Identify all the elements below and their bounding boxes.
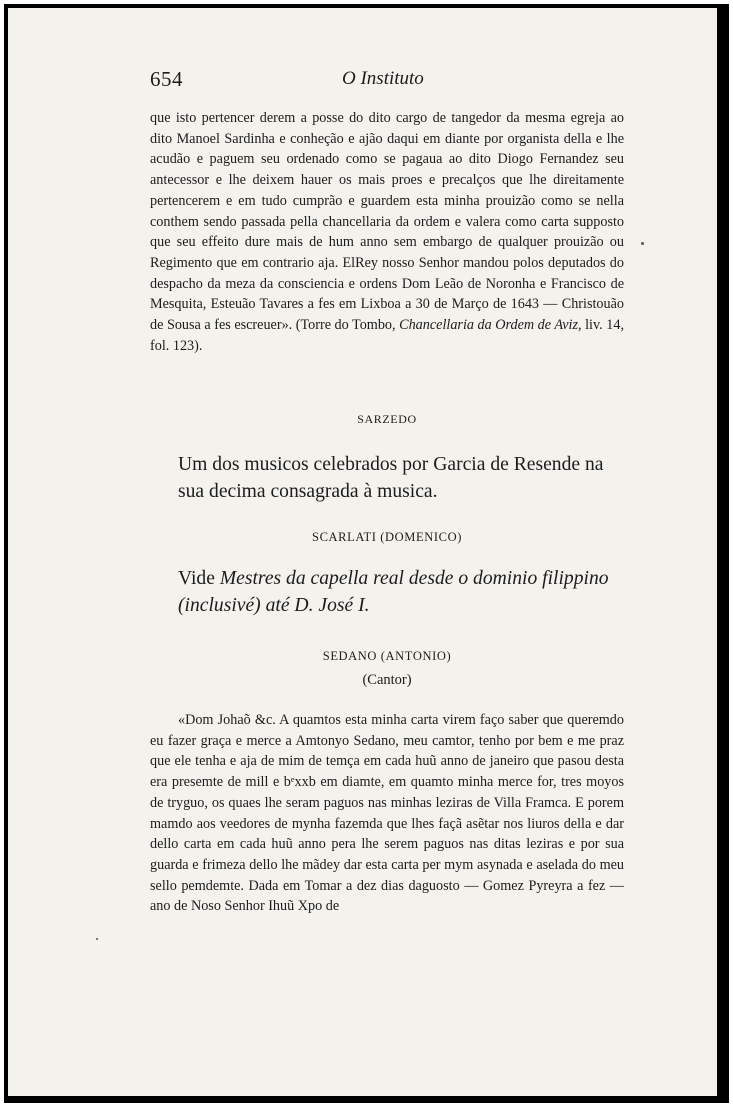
- entry-subheading-cantor: (Cantor): [362, 672, 412, 688]
- source-italic: Chancellaria da Ordem de Aviz: [399, 317, 579, 334]
- page-shadow-bottom: [8, 1096, 725, 1103]
- continuation-paragraph: [150, 108, 624, 380]
- running-title: O Instituto: [342, 68, 424, 89]
- print-speck: [96, 938, 98, 940]
- page-number: 654: [150, 67, 183, 91]
- scarlati-reference: Mestres da capella real desde o dominio filippino (inclusivé) até D. José I.: [178, 568, 609, 616]
- source-end: , liv. 14, fol. 123).: [150, 317, 624, 354]
- vide-label: Vide: [178, 568, 215, 589]
- entry-heading-sedano: SEDANO (ANTONIO): [322, 649, 452, 663]
- entry-heading-scarlati: SCARLATI (DOMENICO): [312, 530, 462, 544]
- sedano-text: «Dom Johaõ &c. A quamtos esta minha carta virem faço saber que queremdo eu fazer graça e merce a Amtonyo Sedano, meu camtor, tenho por bem e me praz que ele tenha e aja de mim de temça em cada huũ anno de janeiro que pasou desta era presemte de mill e bᵉxxb em diamte, em quamto minha merce for, tres moyos de tryguo, os quaes lhe seram paguos nas minhas leziras de Villa Framca. E porem mamdo aos veedores de mynha fazemda que lhes façã asẽtar nos liuros della e dar dello carta em cada huũ anno pera lhe serem paguos nas ditas leziras e por sua guarda e frimeza dello lhe mãdey dar esta carta per mym asynada e aselada do meu sello pemdemte. Dada em Tomar a dez dias daguosto — Gomez Pyreyra a fez — ano de Noso Senhor Ihuũ Xpo de: [150, 712, 624, 915]
- sarzedo-text: Um dos musicos celebrados por Garcia de Resende na sua decima consagrada à musica.: [178, 454, 604, 502]
- entry-heading-sarzedo: SARZEDO: [357, 412, 417, 426]
- scarlati-text: [178, 565, 624, 619]
- page-shadow-right: [717, 8, 725, 1099]
- print-speck: [641, 242, 644, 245]
- continuation-text: que isto pertencer derem a posse do dito cargo de tangedor da mesma egreja ao dito Manoel Sardinha e conheção e ajão daqui em diante por organista della e lhe acudão e paguem seu ordenado como se pagaua ao dito Diogo Fernandez seu antecessor e lhe deixem hauer os mais proes e precalços que lhe direitamente pertencerem e em tudo cumprão e guardem esta minha prouizão como se nella conthem sendo passada pella chancellaria da ordem e valera como carta supposto que seu effeito dure mais de hum anno sem embargo de qualquer prouizão ou Regimento que em contrario aja. ElRey nosso Senhor mandou polos deputados do despacho da meza da consciencia e ordens Dom Leão de Noronha e Francisco de Mesquita, Esteuão Tavares a fes em Lixboa a 30 de Março de 1643 — Christouão de Sousa a fes escreuer». (Torre do Tombo,: [150, 110, 624, 334]
